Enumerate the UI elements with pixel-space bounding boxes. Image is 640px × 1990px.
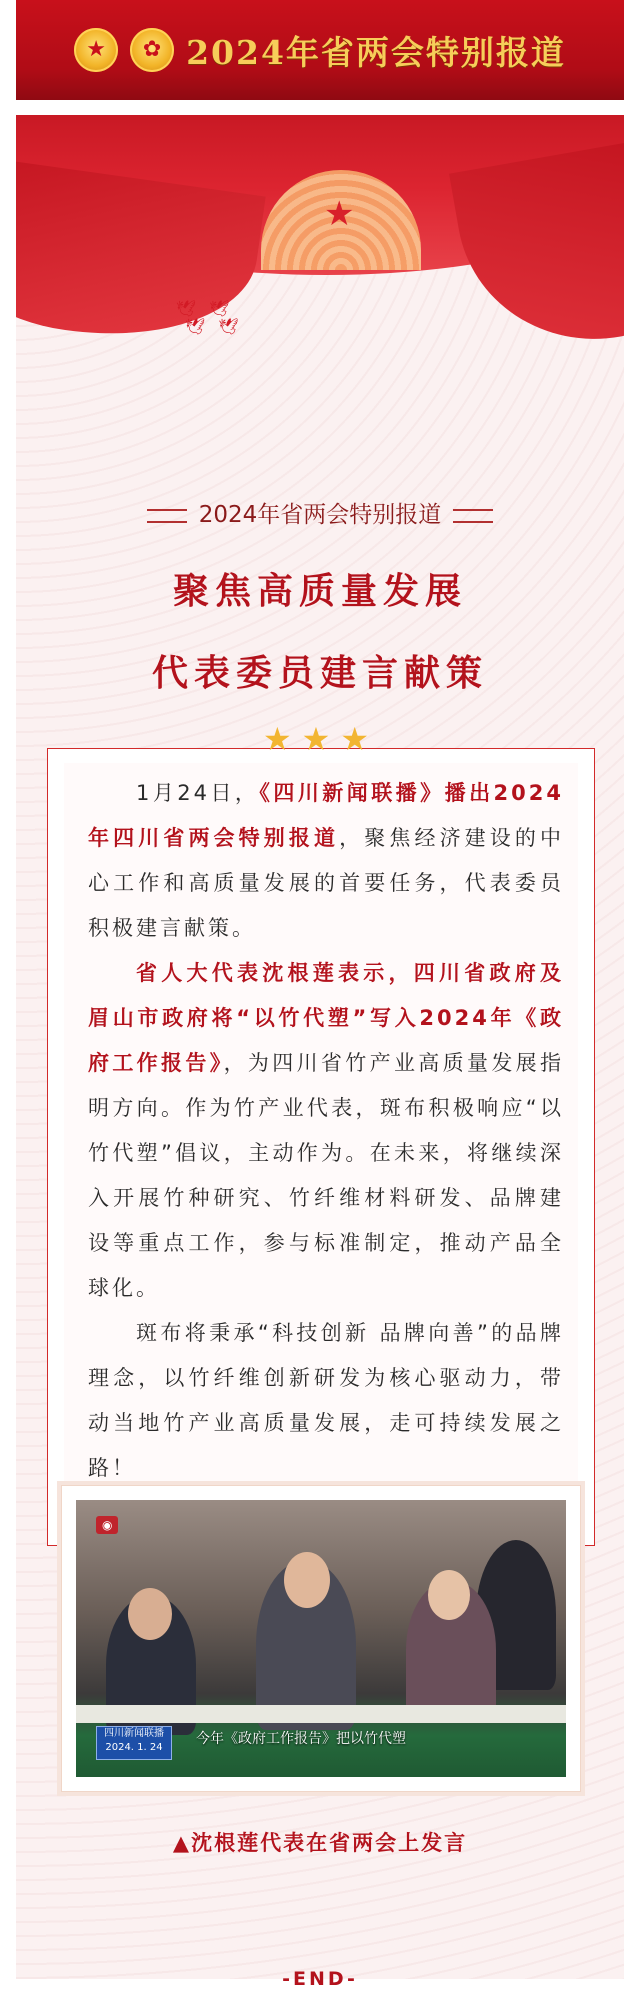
- tv-channel-logo-icon: ◉: [96, 1516, 118, 1534]
- red-drape-right: [449, 139, 624, 345]
- person-head: [428, 1570, 470, 1620]
- banner-title: 2024年省两会特别报道: [186, 32, 566, 72]
- station-date: 2024. 1. 24: [105, 1742, 163, 1753]
- paragraph-1: [88, 771, 564, 951]
- header-illustration: [16, 115, 624, 345]
- red-star-icon: ★: [324, 194, 355, 234]
- divider-left: [147, 509, 187, 523]
- subtitle-text: 2024年省两会特别报道: [198, 502, 442, 528]
- paragraph-3: 斑布将秉承“科技创新 品牌向善”的品牌理念，以竹纤维创新研发为核心驱动力，带动当地竹产业高质量发展，走可持续发展之路！: [88, 1321, 564, 1480]
- person-head: [128, 1588, 172, 1640]
- p2-highlight: 省人大代表沈根莲表示，四川省政府及眉山市政府将“以竹代塑”写入2024年《政府工作报告》: [88, 961, 564, 1075]
- national-emblem-icon: ★: [74, 28, 118, 72]
- headline-line-2: 代表委员建言献策: [151, 653, 488, 694]
- meeting-photo: [76, 1500, 566, 1777]
- photo-caption: ▲沈根莲代表在省两会上发言: [172, 1831, 468, 1855]
- top-banner: [16, 0, 624, 100]
- article-text-inner: [64, 763, 578, 1529]
- three-stars-icon: ★★★: [262, 720, 380, 758]
- section-subtitle: [16, 496, 624, 529]
- article-panel: [16, 115, 624, 1990]
- p1-highlight: 《四川新闻联播》播出2024年四川省两会特别报道: [88, 781, 564, 850]
- photo-frame: [61, 1485, 581, 1792]
- video-subtitle: 今年《政府工作报告》把以竹代塑: [196, 1731, 406, 1747]
- conference-table: [76, 1705, 566, 1723]
- end-mark: -END-: [282, 1968, 358, 1990]
- headline-line-1: 聚焦高质量发展: [172, 571, 467, 612]
- p1-lead: 1月24日，: [136, 781, 260, 805]
- divider-right: [453, 509, 493, 523]
- cppcc-emblem-icon: ✿: [130, 28, 174, 72]
- article-text-box: [47, 748, 595, 1546]
- station-badge: [96, 1726, 172, 1760]
- speaker-head: [284, 1552, 330, 1608]
- station-name: 四川新闻联播: [104, 1728, 164, 1739]
- p2-rest: ，为四川省竹产业高质量发展指明方向。作为竹产业代表，斑布积极响应“以竹代塑”倡议，主动作为。在未来，将继续深入开展竹种研究、竹纤维材料研发、品牌建设等重点工作，参与标准制定，推动产品全球化。: [88, 1051, 565, 1300]
- paragraph-2: [88, 951, 564, 1311]
- p1-rest: ，聚焦经济建设的中心工作和高质量发展的首要任务，代表委员积极建言献策。: [88, 826, 565, 940]
- doves-icon: 🕊 🕊 🕊 🕊: [176, 299, 243, 336]
